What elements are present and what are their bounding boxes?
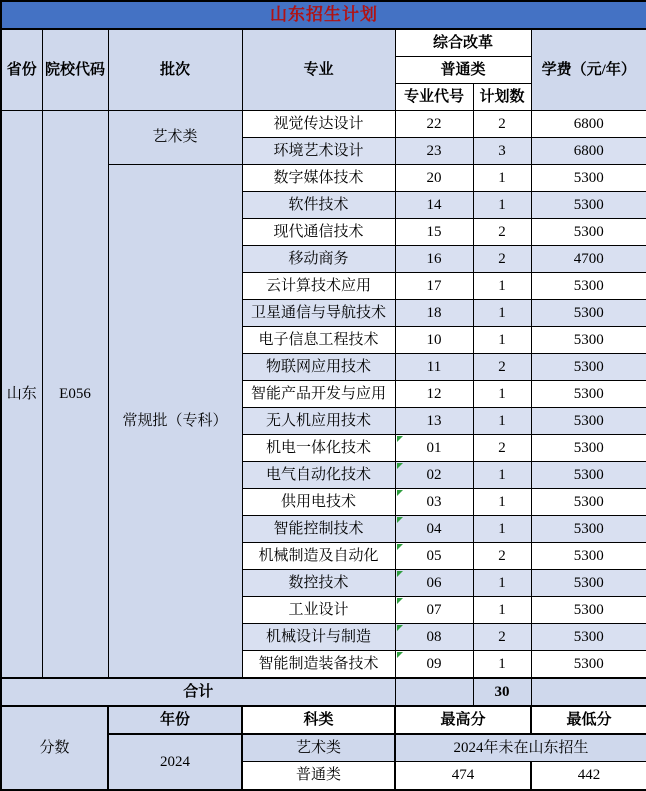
plan-count-cell: 1 bbox=[473, 192, 531, 219]
page-title: 山东招生计划 bbox=[1, 1, 646, 29]
score-category-cell: 普通类 bbox=[242, 762, 395, 791]
header-tuition: 学费（元/年） bbox=[531, 29, 646, 111]
score-category-cell: 艺术类 bbox=[242, 734, 395, 762]
major-cell: 卫星通信与导航技术 bbox=[242, 300, 395, 327]
tuition-cell: 5300 bbox=[531, 570, 646, 597]
scores-section bbox=[1, 706, 646, 790]
table-body bbox=[1, 111, 646, 679]
major-code-cell: 11 bbox=[395, 354, 473, 381]
tuition-cell: 5300 bbox=[531, 597, 646, 624]
score-label-cell: 分数 bbox=[1, 706, 108, 790]
plan-count-cell: 1 bbox=[473, 273, 531, 300]
score-year-cell: 2024 bbox=[108, 734, 242, 790]
major-code-cell: 17 bbox=[395, 273, 473, 300]
major-code-value: 05 bbox=[426, 547, 442, 564]
number-as-text-flag-icon bbox=[397, 490, 403, 496]
header-school-code: 院校代码 bbox=[42, 29, 108, 111]
major-code-cell bbox=[395, 435, 473, 462]
score-note-cell: 2024年未在山东招生 bbox=[395, 734, 646, 762]
major-code-cell bbox=[395, 462, 473, 489]
tuition-cell: 6800 bbox=[531, 138, 646, 165]
major-cell: 数控技术 bbox=[242, 570, 395, 597]
plan-count-cell: 1 bbox=[473, 489, 531, 516]
major-cell: 工业设计 bbox=[242, 597, 395, 624]
total-row bbox=[1, 678, 646, 706]
major-code-cell: 10 bbox=[395, 327, 473, 354]
score-header-row bbox=[1, 706, 646, 734]
major-code-cell: 18 bbox=[395, 300, 473, 327]
score-header-year: 年份 bbox=[108, 706, 242, 734]
major-cell: 机械设计与制造 bbox=[242, 624, 395, 651]
major-code-cell: 12 bbox=[395, 381, 473, 408]
tuition-cell: 5300 bbox=[531, 219, 646, 246]
plan-count-cell: 2 bbox=[473, 624, 531, 651]
major-cell: 视觉传达设计 bbox=[242, 111, 395, 138]
major-cell: 环境艺术设计 bbox=[242, 138, 395, 165]
major-code-cell bbox=[395, 651, 473, 679]
major-code-value: 07 bbox=[426, 601, 442, 618]
major-cell: 物联网应用技术 bbox=[242, 354, 395, 381]
major-cell: 数字媒体技术 bbox=[242, 165, 395, 192]
header-regular-category: 普通类 bbox=[395, 57, 531, 84]
major-cell: 无人机应用技术 bbox=[242, 408, 395, 435]
tuition-cell: 5300 bbox=[531, 462, 646, 489]
table-row bbox=[1, 111, 646, 138]
tuition-cell: 5300 bbox=[531, 273, 646, 300]
major-code-cell bbox=[395, 597, 473, 624]
score-header-max: 最高分 bbox=[395, 706, 531, 734]
plan-count-cell: 2 bbox=[473, 543, 531, 570]
number-as-text-flag-icon bbox=[397, 463, 403, 469]
major-cell: 智能产品开发与应用 bbox=[242, 381, 395, 408]
major-cell: 移动商务 bbox=[242, 246, 395, 273]
number-as-text-flag-icon bbox=[397, 625, 403, 631]
school-code-cell: E056 bbox=[42, 111, 108, 679]
plan-count-cell: 1 bbox=[473, 408, 531, 435]
plan-count-cell: 2 bbox=[473, 111, 531, 138]
table-header bbox=[1, 29, 646, 111]
major-code-cell: 23 bbox=[395, 138, 473, 165]
tuition-cell: 4700 bbox=[531, 246, 646, 273]
major-code-cell: 20 bbox=[395, 165, 473, 192]
major-code-value: 02 bbox=[426, 466, 442, 483]
major-cell: 电气自动化技术 bbox=[242, 462, 395, 489]
tuition-cell: 5300 bbox=[531, 300, 646, 327]
major-code-cell: 13 bbox=[395, 408, 473, 435]
number-as-text-flag-icon bbox=[397, 652, 403, 658]
major-code-value: 06 bbox=[426, 574, 442, 591]
score-min-cell: 442 bbox=[531, 762, 646, 791]
major-code-value: 03 bbox=[426, 493, 442, 510]
plan-count-cell: 1 bbox=[473, 327, 531, 354]
plan-count-cell: 1 bbox=[473, 462, 531, 489]
tuition-cell: 6800 bbox=[531, 111, 646, 138]
major-cell: 软件技术 bbox=[242, 192, 395, 219]
tuition-cell: 5300 bbox=[531, 354, 646, 381]
batch-cell-regular: 常规批（专科） bbox=[108, 165, 242, 679]
tuition-cell: 5300 bbox=[531, 435, 646, 462]
number-as-text-flag-icon bbox=[397, 544, 403, 550]
tuition-cell: 5300 bbox=[531, 543, 646, 570]
total-label-cell: 合计 bbox=[1, 678, 395, 706]
number-as-text-flag-icon bbox=[397, 571, 403, 577]
tuition-cell: 5300 bbox=[531, 624, 646, 651]
title-row bbox=[1, 1, 646, 29]
major-code-cell: 15 bbox=[395, 219, 473, 246]
major-cell: 机械制造及自动化 bbox=[242, 543, 395, 570]
total-empty-code-cell bbox=[395, 678, 473, 706]
tuition-cell: 5300 bbox=[531, 165, 646, 192]
plan-count-cell: 2 bbox=[473, 219, 531, 246]
header-major-code: 专业代号 bbox=[395, 84, 473, 111]
major-code-value: 08 bbox=[426, 628, 442, 645]
tuition-cell: 5300 bbox=[531, 489, 646, 516]
total-empty-tuition-cell bbox=[531, 678, 646, 706]
major-code-value: 01 bbox=[426, 439, 442, 456]
plan-count-cell: 2 bbox=[473, 354, 531, 381]
batch-cell-art: 艺术类 bbox=[108, 111, 242, 165]
header-batch: 批次 bbox=[108, 29, 242, 111]
number-as-text-flag-icon bbox=[397, 436, 403, 442]
header-comprehensive-reform: 综合改革 bbox=[395, 29, 531, 57]
major-cell: 供用电技术 bbox=[242, 489, 395, 516]
plan-count-cell: 1 bbox=[473, 570, 531, 597]
major-code-cell bbox=[395, 489, 473, 516]
total-count-cell: 30 bbox=[473, 678, 531, 706]
tuition-cell: 5300 bbox=[531, 651, 646, 679]
major-code-cell bbox=[395, 516, 473, 543]
score-max-cell: 474 bbox=[395, 762, 531, 791]
major-code-value: 09 bbox=[426, 655, 442, 672]
major-cell: 现代通信技术 bbox=[242, 219, 395, 246]
plan-count-cell: 1 bbox=[473, 516, 531, 543]
number-as-text-flag-icon bbox=[397, 517, 403, 523]
major-code-cell bbox=[395, 543, 473, 570]
header-major: 专业 bbox=[242, 29, 395, 111]
plan-count-cell: 1 bbox=[473, 651, 531, 679]
tuition-cell: 5300 bbox=[531, 327, 646, 354]
major-code-cell bbox=[395, 624, 473, 651]
score-header-category: 科类 bbox=[242, 706, 395, 734]
score-header-min: 最低分 bbox=[531, 706, 646, 734]
tuition-cell: 5300 bbox=[531, 516, 646, 543]
tuition-cell: 5300 bbox=[531, 408, 646, 435]
plan-count-cell: 1 bbox=[473, 165, 531, 192]
major-code-cell: 14 bbox=[395, 192, 473, 219]
major-cell: 智能制造装备技术 bbox=[242, 651, 395, 679]
tuition-cell: 5300 bbox=[531, 192, 646, 219]
major-cell: 电子信息工程技术 bbox=[242, 327, 395, 354]
plan-count-cell: 1 bbox=[473, 597, 531, 624]
plan-count-cell: 1 bbox=[473, 381, 531, 408]
plan-count-cell: 1 bbox=[473, 300, 531, 327]
major-cell: 智能控制技术 bbox=[242, 516, 395, 543]
header-province: 省份 bbox=[1, 29, 42, 111]
total-section bbox=[1, 678, 646, 706]
major-code-cell: 22 bbox=[395, 111, 473, 138]
major-cell: 云计算技术应用 bbox=[242, 273, 395, 300]
major-code-cell: 16 bbox=[395, 246, 473, 273]
plan-count-cell: 3 bbox=[473, 138, 531, 165]
tuition-cell: 5300 bbox=[531, 381, 646, 408]
major-cell: 机电一体化技术 bbox=[242, 435, 395, 462]
plan-count-cell: 2 bbox=[473, 435, 531, 462]
plan-count-cell: 2 bbox=[473, 246, 531, 273]
number-as-text-flag-icon bbox=[397, 598, 403, 604]
province-cell: 山东 bbox=[1, 111, 42, 679]
major-code-cell bbox=[395, 570, 473, 597]
header-plan-count: 计划数 bbox=[473, 84, 531, 111]
major-code-value: 04 bbox=[426, 520, 442, 537]
